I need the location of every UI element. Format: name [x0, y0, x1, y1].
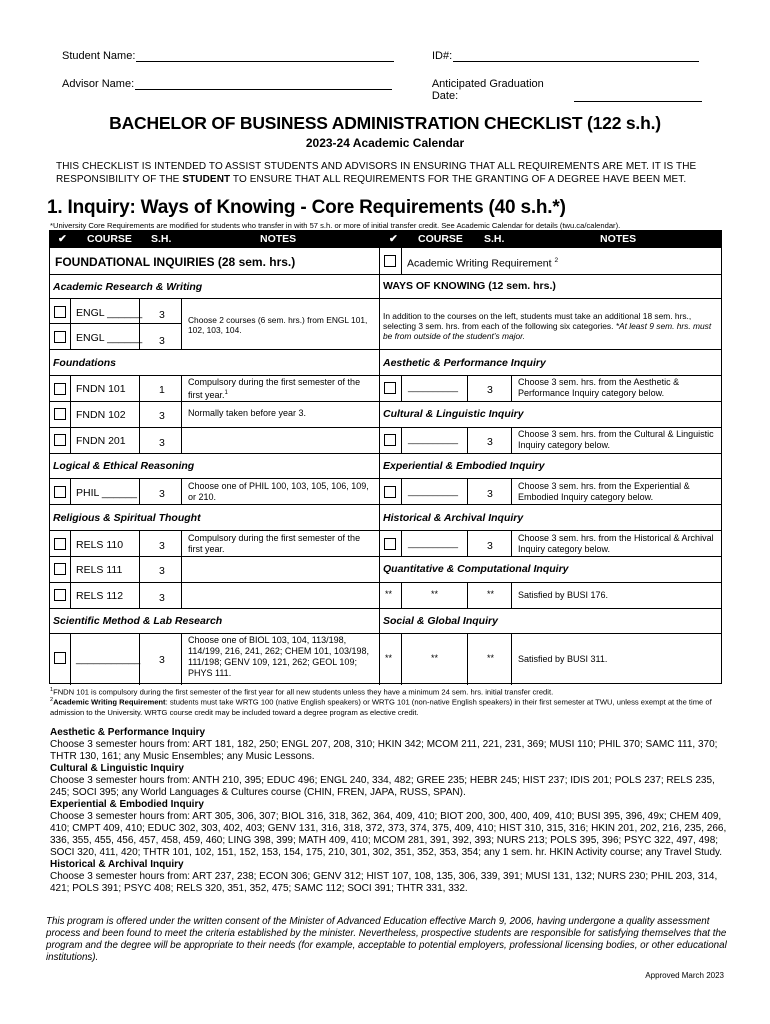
- sh-experiential: 3: [487, 488, 493, 500]
- category-course-lists: [50, 727, 730, 895]
- course-science: ___________: [76, 653, 141, 665]
- course-fndn-102: FNDN 102: [76, 409, 126, 421]
- note-aesthetic: Choose 3 sem. hrs. from the Aesthetic & Performance Inquiry category below.: [518, 377, 680, 398]
- category-academic-research: Academic Research & Writing: [53, 281, 203, 293]
- grad-date-field[interactable]: [574, 90, 702, 102]
- checkbox-phil[interactable]: [54, 486, 66, 498]
- category-list-title: Historical & Archival Inquiry: [50, 859, 184, 870]
- section-note: *University Core Requirements are modified for students who transfer in with 57 s.h. or more of initial transfer credit. See Academic Calendar for details (twu.ca/calendar).: [50, 221, 621, 230]
- course-experiential: __________: [408, 486, 459, 496]
- sh-rels-110: 3: [159, 540, 165, 552]
- check-header-right: ✔: [389, 233, 398, 245]
- category-block-historical: [50, 859, 730, 895]
- footnote-ref-2: 2: [554, 257, 559, 264]
- ways-of-knowing-note: [383, 311, 718, 341]
- checkbox-cultural[interactable]: [384, 434, 396, 446]
- footnote-2-bold: Academic Writing Requirement: [53, 697, 166, 707]
- note-fndn-102: Normally taken before year 3.: [188, 408, 307, 418]
- category-quantitative: Quantitative & Computational Inquiry: [383, 563, 569, 575]
- course-fndn-201: FNDN 201: [76, 435, 126, 447]
- note-rels-110: Compulsory during the first semester of the first year.: [188, 533, 361, 554]
- id-label: ID#:: [432, 50, 453, 62]
- checkbox-experiential[interactable]: [384, 486, 396, 498]
- footnote-2-text: : students must take WRTG 100 (native English speakers) or WRTG 101 (non-native English speakers) in their first semester at TWU, unless exempt at the time of admission to the University. WRTG course credit may be included toward a degree program as elective credit.: [50, 697, 712, 717]
- category-list-text: Choose 3 semester hours from: ART 237, 238; ECON 306; GENV 312; HIST 107, 108, 135, 306, 339, 391; MUSI 131, 132; NURS 230; PHIL 203, 314, 421; POLS 391; PSYC 408; RELS 320, 351, 352, 475; SAMC 112; SOCI 391; THTR 331, 332.: [50, 871, 718, 894]
- checkbox-rels-112[interactable]: [54, 589, 66, 601]
- notes-header-right: NOTES: [600, 233, 637, 245]
- checkbox-rels-111[interactable]: [54, 563, 66, 575]
- checkbox-historical[interactable]: [384, 538, 396, 550]
- category-religious-spiritual: Religious & Spiritual Thought: [53, 512, 201, 524]
- course-rels-111: RELS 111: [76, 564, 123, 576]
- checkbox-aesthetic[interactable]: [384, 382, 396, 394]
- checklist-table: [49, 230, 722, 684]
- check-social: **: [385, 653, 393, 663]
- page-title: BACHELOR OF BUSINESS ADMINISTRATION CHECKLIST (122 s.h.): [109, 113, 661, 133]
- category-scientific-method: Scientific Method & Lab Research: [53, 615, 223, 627]
- note-science: Choose one of BIOL 103, 104, 113/198, 114/199, 216, 241, 262; CHEM 101, 103/198, 111/198; GENV 109, 121, 262; GEOL 109; PHYS 111.: [188, 635, 369, 678]
- intro-emphasis: STUDENT: [182, 173, 231, 185]
- sh-social: **: [487, 653, 495, 663]
- sh-header: S.H.: [151, 233, 172, 245]
- notes-header: NOTES: [260, 233, 297, 245]
- course-cultural: __________: [408, 434, 459, 444]
- sh-aesthetic: 3: [487, 384, 493, 396]
- category-social-global: Social & Global Inquiry: [383, 615, 498, 627]
- course-rels-110: RELS 110: [76, 539, 124, 551]
- section-title: 1. Inquiry: Ways of Knowing - Core Requirements (40 s.h.*): [47, 197, 566, 218]
- sh-quantitative: **: [487, 589, 495, 599]
- student-name-label: Student Name:: [62, 50, 136, 62]
- course-fndn-101: FNDN 101: [76, 383, 126, 395]
- awr-label: Academic Writing Requirement: [407, 257, 552, 270]
- checkbox-fndn-201[interactable]: [54, 434, 66, 446]
- intro-text: [56, 161, 726, 186]
- note-social: Satisfied by BUSI 311.: [518, 654, 608, 664]
- category-logical-ethical: Logical & Ethical Reasoning: [53, 460, 195, 472]
- footnote-1-text: FNDN 101 is compulsory during the first semester of the first year for all new students unless they have a minimum 24 sem. hrs. initial transfer credit.: [53, 687, 554, 697]
- category-list-text: Choose 3 semester hours from: ANTH 210, 395; EDUC 496; ENGL 240, 334, 482; GREE 235; HEBR 245; HIST 237; IDIS 201; POLS 237; RELS 235, 245; SOCI 395; any World Languages & Cultures course (CHIN, FREN, JAPA, RUSS, SPAN).: [50, 775, 715, 798]
- sh-cultural: 3: [487, 436, 493, 448]
- checkbox-rels-110[interactable]: [54, 538, 66, 550]
- check-header: ✔: [58, 233, 67, 245]
- right-header: [380, 231, 722, 248]
- category-list-text: Choose 3 semester hours from: ART 305, 306, 307; BIOL 316, 318, 362, 364, 409, 410; BIOT 200, 300, 400, 409, 410; BUSI 395, 396, 49x; CHEM 409, 410; CMPT 409, 410; EDUC 302, 303, 402, 403; GENV 131, 316, 318, 372, 373, 374, 375, 409, 410; HIST 310, 315, 316; HKIN 201, 202, 216, 235, 266, 336, 355, 455, 456, 457, 458, 459, 460; LING 398, 399; MATH 409, 410; MCOM 281, 391, 392, 393; NURS 213; POLS 395, 396; PSYC 322, 497, 498; SOCI 320, 411, 420; THTR 101, 102, 151, 152, 153, 154, 175, 210, 301, 302, 351, 352, 353, 354; any 1 sem. hr. HKIN Activity course; any Travel Study.: [50, 811, 727, 858]
- category-block-experiential: [50, 799, 730, 859]
- category-list-text: Choose 3 semester hours from: ART 181, 182, 250; ENGL 207, 208, 310; HKIN 342; MCOM 211, 221, 231, 369; MUSI 110; PHIL 370; SAMC 111, 370; THTR 130, 161; any Music Ensembles; any Music Lessons.: [50, 739, 718, 762]
- page-subtitle: 2023-24 Academic Calendar: [305, 136, 465, 150]
- note-quantitative: Satisfied by BUSI 176.: [518, 590, 609, 600]
- checkbox-engl-2[interactable]: [54, 331, 66, 343]
- sh-science: 3: [159, 654, 165, 666]
- category-aesthetic: Aesthetic & Performance Inquiry: [383, 357, 546, 369]
- sh-rels-111: 3: [159, 565, 165, 577]
- category-historical: Historical & Archival Inquiry: [383, 512, 524, 524]
- category-block-aesthetic: [50, 727, 730, 763]
- category-foundations: Foundations: [53, 357, 116, 369]
- sh-rels-112: 3: [159, 592, 165, 604]
- intro-part-a: THIS CHECKLIST IS INTENDED TO ASSIST STUDENTS AND ADVISORS IN ENSURING THAT ALL REQUIREMENTS ARE MET. IT IS THE RESPONSIBILITY OF THE: [56, 161, 697, 185]
- intro-part-c: TO ENSURE THAT ALL REQUIREMENTS FOR THE GRANTING OF A DEGREE HAVE BEEN MET.: [230, 173, 687, 185]
- sh-header-right: S.H.: [484, 233, 505, 245]
- disclaimer-text: This program is offered under the written consent of the Minister of Advanced Education effective March 9, 2006, having undergone a quality assessment process and been found to meet the criteria established by the minister. Nevertheless, prospective students are responsible for satisfying themselves that the program and the degree will be appropriate to their needs (for example, acceptable to potential employers, professional licensing bodies, or other educational institutions).: [46, 916, 727, 963]
- sh-fndn-102: 3: [159, 410, 165, 422]
- note-phil: Choose one of PHIL 100, 103, 105, 106, 109, or 210.: [188, 481, 369, 502]
- sh-phil: 3: [159, 488, 165, 500]
- category-list-title: Aesthetic & Performance Inquiry: [50, 727, 206, 738]
- footnote-2: [50, 695, 730, 718]
- course-header: COURSE: [87, 233, 132, 245]
- checkbox-fndn-101[interactable]: [54, 383, 66, 395]
- course-social: **: [431, 653, 439, 663]
- advisor-name-field[interactable]: [135, 78, 392, 90]
- course-header-right: COURSE: [418, 233, 463, 245]
- note-experiential: Choose 3 sem. hrs. from the Experiential & Embodied Inquiry category below.: [518, 481, 690, 502]
- note-engl: Choose 2 courses (6 sem. hrs.) from ENGL 101, 102, 103, 104.: [188, 315, 368, 335]
- note-cultural: Choose 3 sem. hrs. from the Cultural & Linguistic Inquiry category below.: [518, 429, 714, 450]
- note-historical: Choose 3 sem. hrs. from the Historical & Archival Inquiry category below.: [518, 533, 714, 554]
- course-quantitative: **: [431, 589, 439, 599]
- footnote-2-marker: 2: [50, 697, 54, 703]
- course-aesthetic: __________: [408, 382, 459, 392]
- foundational-heading: FOUNDATIONAL INQUIRIES (28 sem. hrs.): [55, 255, 296, 269]
- checkbox-academic-writing[interactable]: [384, 255, 396, 267]
- course-historical: __________: [408, 538, 459, 548]
- category-list-title: Cultural & Linguistic Inquiry: [50, 763, 184, 774]
- note-fndn-101: [188, 377, 374, 401]
- sh-historical: 3: [487, 540, 493, 552]
- check-quantitative: **: [385, 589, 393, 599]
- wok-note-italic: *At least 9 sem. hrs. must be from outside of the student’s major.: [383, 321, 712, 341]
- sh-engl-2: 3: [159, 335, 165, 347]
- sh-engl-1: 3: [159, 309, 165, 321]
- approved-date: Approved March 2023: [645, 971, 724, 980]
- course-phil: PHIL ______: [76, 487, 137, 499]
- category-list-title: Experiential & Embodied Inquiry: [50, 799, 204, 810]
- grad-date-label: Anticipated Graduation Date:: [431, 78, 544, 102]
- footnote-1-marker: 1: [50, 687, 54, 693]
- wok-note-text: In addition to the courses on the left, students must take an additional 18 sem. hrs., selecting 3 sem. hrs. from each of the following six categories.: [383, 311, 692, 331]
- category-cultural: Cultural & Linguistic Inquiry: [383, 408, 524, 420]
- category-block-cultural: [50, 763, 730, 799]
- checkbox-engl-1[interactable]: [54, 306, 66, 318]
- course-engl-2: ENGL ______: [76, 332, 143, 344]
- course-engl-1: ENGL ______: [76, 307, 143, 319]
- note-fndn-101-text: Compulsory during the first semester of the first year.: [188, 377, 361, 400]
- checkbox-fndn-102[interactable]: [54, 408, 66, 420]
- student-info-fields: [62, 50, 702, 106]
- student-name-field[interactable]: [136, 50, 394, 62]
- ways-of-knowing-heading: WAYS OF KNOWING (12 sem. hrs.): [383, 280, 556, 292]
- id-field[interactable]: [453, 50, 699, 62]
- advisor-name-label: Advisor Name:: [62, 78, 135, 90]
- sh-fndn-101: 1: [159, 384, 165, 396]
- checkbox-science[interactable]: [54, 652, 66, 664]
- left-header: [50, 231, 379, 248]
- category-experiential: Experiential & Embodied Inquiry: [383, 460, 545, 472]
- academic-writing-requirement: [407, 257, 558, 270]
- course-rels-112: RELS 112: [76, 590, 124, 602]
- sh-fndn-201: 3: [159, 437, 165, 449]
- footnote-ref-1: 1: [224, 390, 228, 396]
